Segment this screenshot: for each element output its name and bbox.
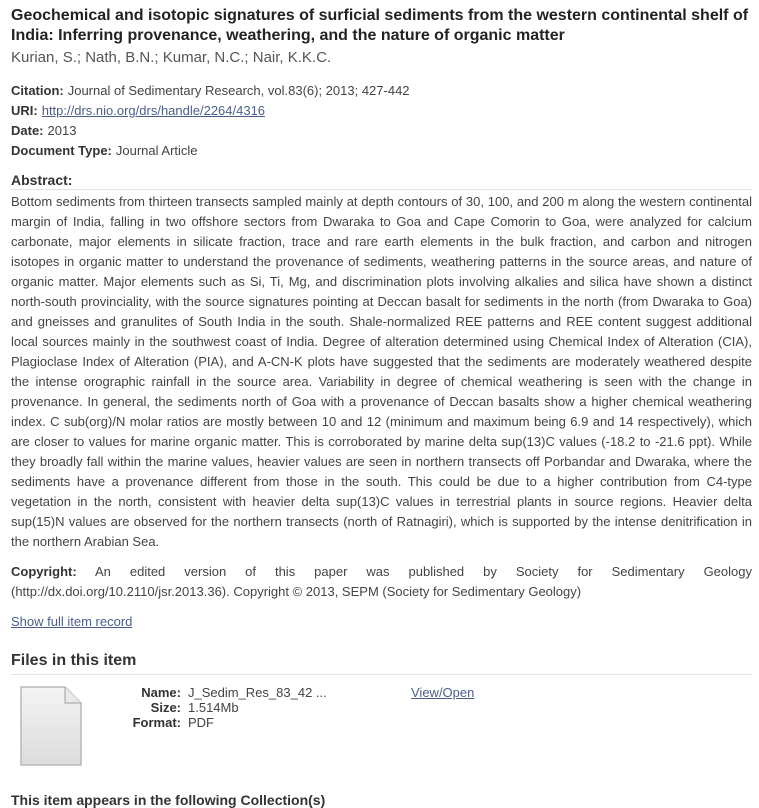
copyright-block: [11, 562, 752, 602]
metadata-list: [11, 81, 752, 161]
show-full-record: [11, 612, 752, 632]
file-name-value: J_Sedim_Res_83_42 ...: [188, 685, 327, 700]
date-value: 2013: [47, 123, 77, 138]
file-format-label: Format:: [132, 715, 181, 730]
file-name-row: [121, 685, 327, 700]
file-thumbnail-graphic: [19, 685, 83, 767]
date-row: [11, 121, 752, 141]
uri-link[interactable]: http://drs.nio.org/drs/handle/2264/4316: [41, 103, 266, 118]
abstract-text: Bottom sediments from thirteen transects sampled mainly at depth contours of 30, 100, and 200 m along the western continental margin of India, falling in two offshore sectors from Dwaraka to Goa and Cape Comorin to Goa, were analyzed for calcium carbonate, major elements in silicate fraction, trace and rare earth elements in the bulk fraction, and carbon and nitrogen isotopes in organic matter to understand the provenance of sediments, weathering patterns in the source areas, and nature of organic matter. Major elements such as Si, Ti, Mg, and discrimination plots involving alkalies and silica have shown a distinct north-south provinciality, with the source signatures pointing at Deccan basalt for sediments in the north (from Dwaraka to Goa) and gneisses and granulites of South India in the south. Shale-normalized REE patterns and REE content suggest additional local sources mainly in the southwest coast of India. Degree of alteration determined using Chemical Index of Alteration (CIA), Plagioclase Index of Alteration (PIA), and A-CN-K plots have suggested that the sediments are moderately weathered despite the intense orographic rainfall in the source area. Variability in degree of chemical weathering is seen with the change in provenance. In general, the sediments north of Goa with a provenance of Deccan basalts show a higher chemical weathering index. C sub(org)/N molar ratios are mostly between 10 and 12 (minimum and maximum being 6.9 and 14 respectively), which are closer to values for marine organic matter. This is corroborated by marine delta sup(13)C values (-18.2 to -21.6 ppt). While they broadly fall within the marine values, heavier values are seen in northern transects off Porbandar and Dwaraka, where the sediments have a provenance different from those in the south. This could be due to a higher contribution from C4-type vegetation in the north, consistent with heavier delta sup(13)C values in terrestrial plants in source regions. Heavier delta sup(15)N values are observed for the northern transects (north of Ratnagiri), which is supported by the intense denitrification in the northern Arabian Sea.: [11, 194, 752, 549]
item-authors: Kurian, S.; Nath, B.N.; Kumar, N.C.; Nair, K.K.C.: [11, 49, 332, 66]
file-name-label: Name:: [141, 685, 181, 700]
file-info: [121, 685, 327, 730]
copyright-label: Copyright:: [11, 564, 77, 579]
uri-row: [11, 101, 752, 121]
file-size-row: [121, 700, 327, 715]
view-open-link[interactable]: View/Open: [411, 685, 475, 700]
show-full-item-record-link[interactable]: Show full item record: [11, 614, 133, 629]
citation-value: Journal of Sedimentary Research, vol.83(6); 2013; 427-442: [67, 83, 410, 98]
file-format-row: [121, 715, 327, 730]
file-format-value: PDF: [188, 715, 214, 730]
file-size-value: 1.514Mb: [188, 700, 239, 715]
document-type-value: Journal Article: [115, 143, 198, 158]
document-type-row: [11, 141, 752, 161]
uri-label: URI:: [11, 103, 38, 118]
collections-heading: This item appears in the following Collection(s): [11, 792, 326, 808]
abstract-heading: Abstract:: [11, 172, 752, 190]
date-label: Date:: [11, 123, 44, 138]
file-icon[interactable]: [19, 685, 83, 767]
citation-label: Citation:: [11, 83, 64, 98]
file-size-label: Size:: [150, 700, 181, 715]
citation-row: [11, 81, 752, 101]
item-title: Geochemical and isotopic signatures of surficial sediments from the western continental shelf of India: Inferring provenance, weathering, and the nature of organic matter: [11, 7, 749, 44]
document-type-label: Document Type:: [11, 143, 112, 158]
file-item: [11, 685, 752, 777]
files-heading: Files in this item: [11, 652, 752, 675]
copyright-text: An edited version of this paper was published by Society for Sedimentary Geology (http://dx.doi.org/10.2110/jsr.2013.36). Copyright © 2013, SEPM (Society for Sedimentary Geology): [11, 564, 752, 599]
